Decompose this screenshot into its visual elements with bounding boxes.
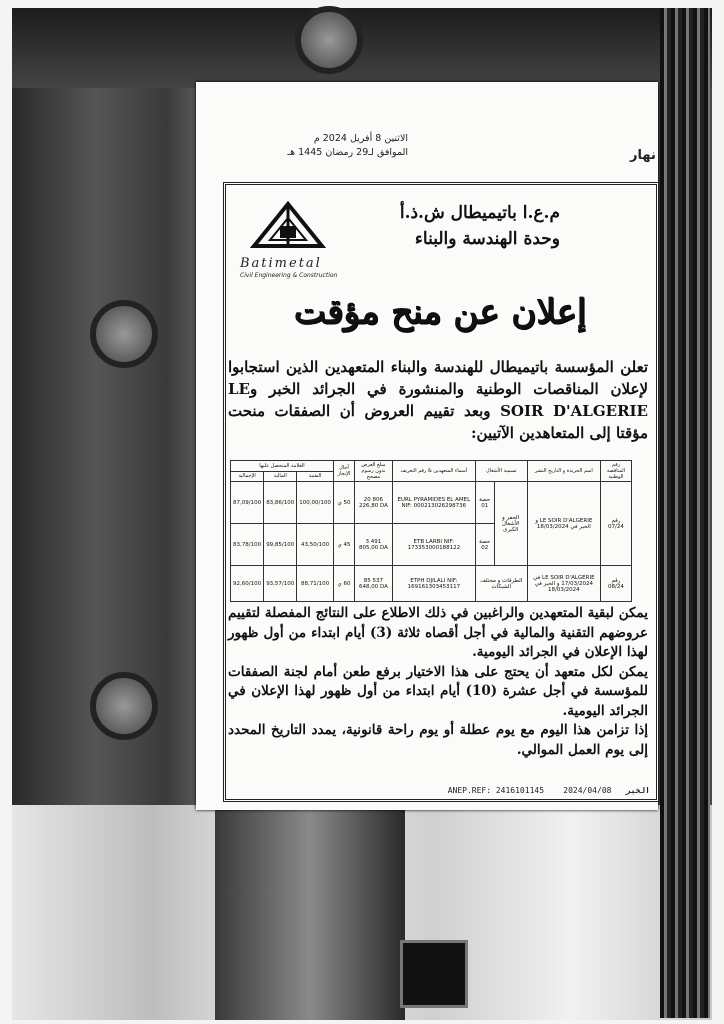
awards-table — [230, 460, 632, 602]
cell-lot: حصة 01 — [475, 482, 494, 524]
company-name: م.ع.ا باتيميطال ش.ذ.أ — [399, 203, 560, 223]
col-score-group: العلامة المتحصل عليها — [231, 461, 334, 472]
door-ornament-circle — [90, 300, 158, 368]
newspaper-edge-word: نهار — [630, 148, 656, 163]
col-delay: آجال الإنجاز — [333, 461, 354, 482]
door-post — [215, 805, 405, 1020]
door-edge-stripes — [660, 8, 710, 1018]
paragraph-holiday: إذا تزامن هذا اليوم مع يوم عطلة أو يوم راحة قانونية، يمدد التاريخ المحدد إلى يوم العمل الموالي. — [228, 722, 648, 758]
table-row — [231, 566, 632, 602]
door-ornament-circle — [90, 672, 158, 740]
dateline — [228, 132, 408, 160]
dateline-hijri: الموافق لـ29 رمضان 1445 هـ — [287, 147, 408, 158]
anep-reference: ANEP.REF: 2416101145 — [447, 786, 545, 795]
notice-body — [228, 604, 648, 760]
notice-headline: إعلان عن منح مؤقت — [293, 292, 587, 332]
col-amount: مبلغ العرض بدون رسوم مصحح — [355, 461, 393, 482]
cell-delay: 60 ي — [333, 566, 354, 602]
cell-lot: حصة 02 — [475, 524, 494, 566]
company-unit: وحدة الهندسة والبناء — [414, 229, 560, 249]
cell-newspaper: LE SOIR D'ALGERIE و الخبر في 18/03/2024 — [527, 482, 600, 566]
cell-score-total: 87,09/100 — [231, 482, 264, 524]
cell-bidder: ETPH DJILALI NIF: 169161303453117 — [392, 566, 475, 602]
door-lock-box — [400, 940, 468, 1008]
cell-score-fin: 93,57/100 — [264, 566, 297, 602]
cell-type: الحفر و الأشغال الكبرى — [494, 482, 527, 566]
col-score-tech: التقنية — [297, 471, 334, 482]
cell-bidder: EURL PYRAMIDES EL AMEL NIF: 000213026298736 — [392, 482, 475, 524]
dateline-gregorian: الاثنين 8 أفريل 2024 م — [313, 133, 408, 144]
col-ref: رقم المناقصة الوطنية — [600, 461, 631, 482]
cell-amount: 20 806 226,80 DA — [355, 482, 393, 524]
col-score-fin: المالية — [264, 471, 297, 482]
cell-score-tech: 100,00/100 — [297, 482, 334, 524]
table-row — [231, 482, 632, 524]
cell-bidder: ETB LARBI NIF: 173353000188122 — [392, 524, 475, 566]
cell-score-total: 92,60/100 — [231, 566, 264, 602]
company-header — [360, 200, 560, 252]
cell-score-tech: 88,71/100 — [297, 566, 334, 602]
cell-amount: 3 491 805,00 DA — [355, 524, 393, 566]
col-type: تسمية الأشغال — [475, 461, 527, 482]
cell-type: الطرقات و مختلف الشبكات — [475, 566, 527, 602]
door-ornament-circle — [295, 6, 363, 74]
paragraph-results: يمكن لبقية المتعهدين والراغبين في ذلك الاطلاع على النتائج المفصلة لتقييم عروضهم التقنية والمالية في أجل أقصاه ثلاثة (3) أيام ابتداء من أول ظهور لهذا الإعلان في الجرائد اليومية. — [228, 605, 648, 660]
col-bidder: أسماء المتعهدين & رقم التعريف — [392, 461, 475, 482]
col-newspaper: اسم الجريدة و التاريخ النشر — [527, 461, 600, 482]
cell-newspaper: LE SOIR D'ALGERIE في 17/03/2024 و الخبر في 18/03/2024 — [527, 566, 600, 602]
cell-score-fin: 99,85/100 — [264, 524, 297, 566]
cell-amount: 85 537 648,00 DA — [355, 566, 393, 602]
company-logo-name: Batimetal — [240, 256, 322, 271]
col-score-total: الإجمالية — [231, 471, 264, 482]
publication-date: 2024/04/08 — [563, 786, 612, 795]
cell-delay: 50 ي — [333, 482, 354, 524]
cell-score-total: 83,78/100 — [231, 524, 264, 566]
cell-ref: رقم 07/24 — [600, 482, 631, 566]
cell-score-fin: 83,86/100 — [264, 482, 297, 524]
newspaper-name: الخبر — [625, 786, 650, 795]
notice-footer — [420, 786, 650, 795]
cell-score-tech: 43,50/100 — [297, 524, 334, 566]
paragraph-appeal: يمكن لكل متعهد أن يحتج على هذا الاختيار برفع طعن أمام لجنة الصفقات للمؤسسة في أجل عشرة (10) أيام ابتداء من أول ظهور لهذا الإعلان في الجرائد اليومية. — [228, 663, 648, 719]
cell-ref: رقم 08/24 — [600, 566, 631, 602]
notice-intro: تعلن المؤسسة باتيميطال للهندسة والبناء المتعهدين الذين استجابوا لإعلان المناقصات الوطنية والمنشورة في الجرائد الخبر وLE SOIR D'ALGERIE وبعد تقييم العروض أن الصفقات منحت مؤقتا إلى المتعاهدين الآتيين: — [228, 358, 648, 442]
company-logo-subtitle: Civil Engineering & Construction — [240, 272, 338, 279]
cell-delay: 45 ي — [333, 524, 354, 566]
